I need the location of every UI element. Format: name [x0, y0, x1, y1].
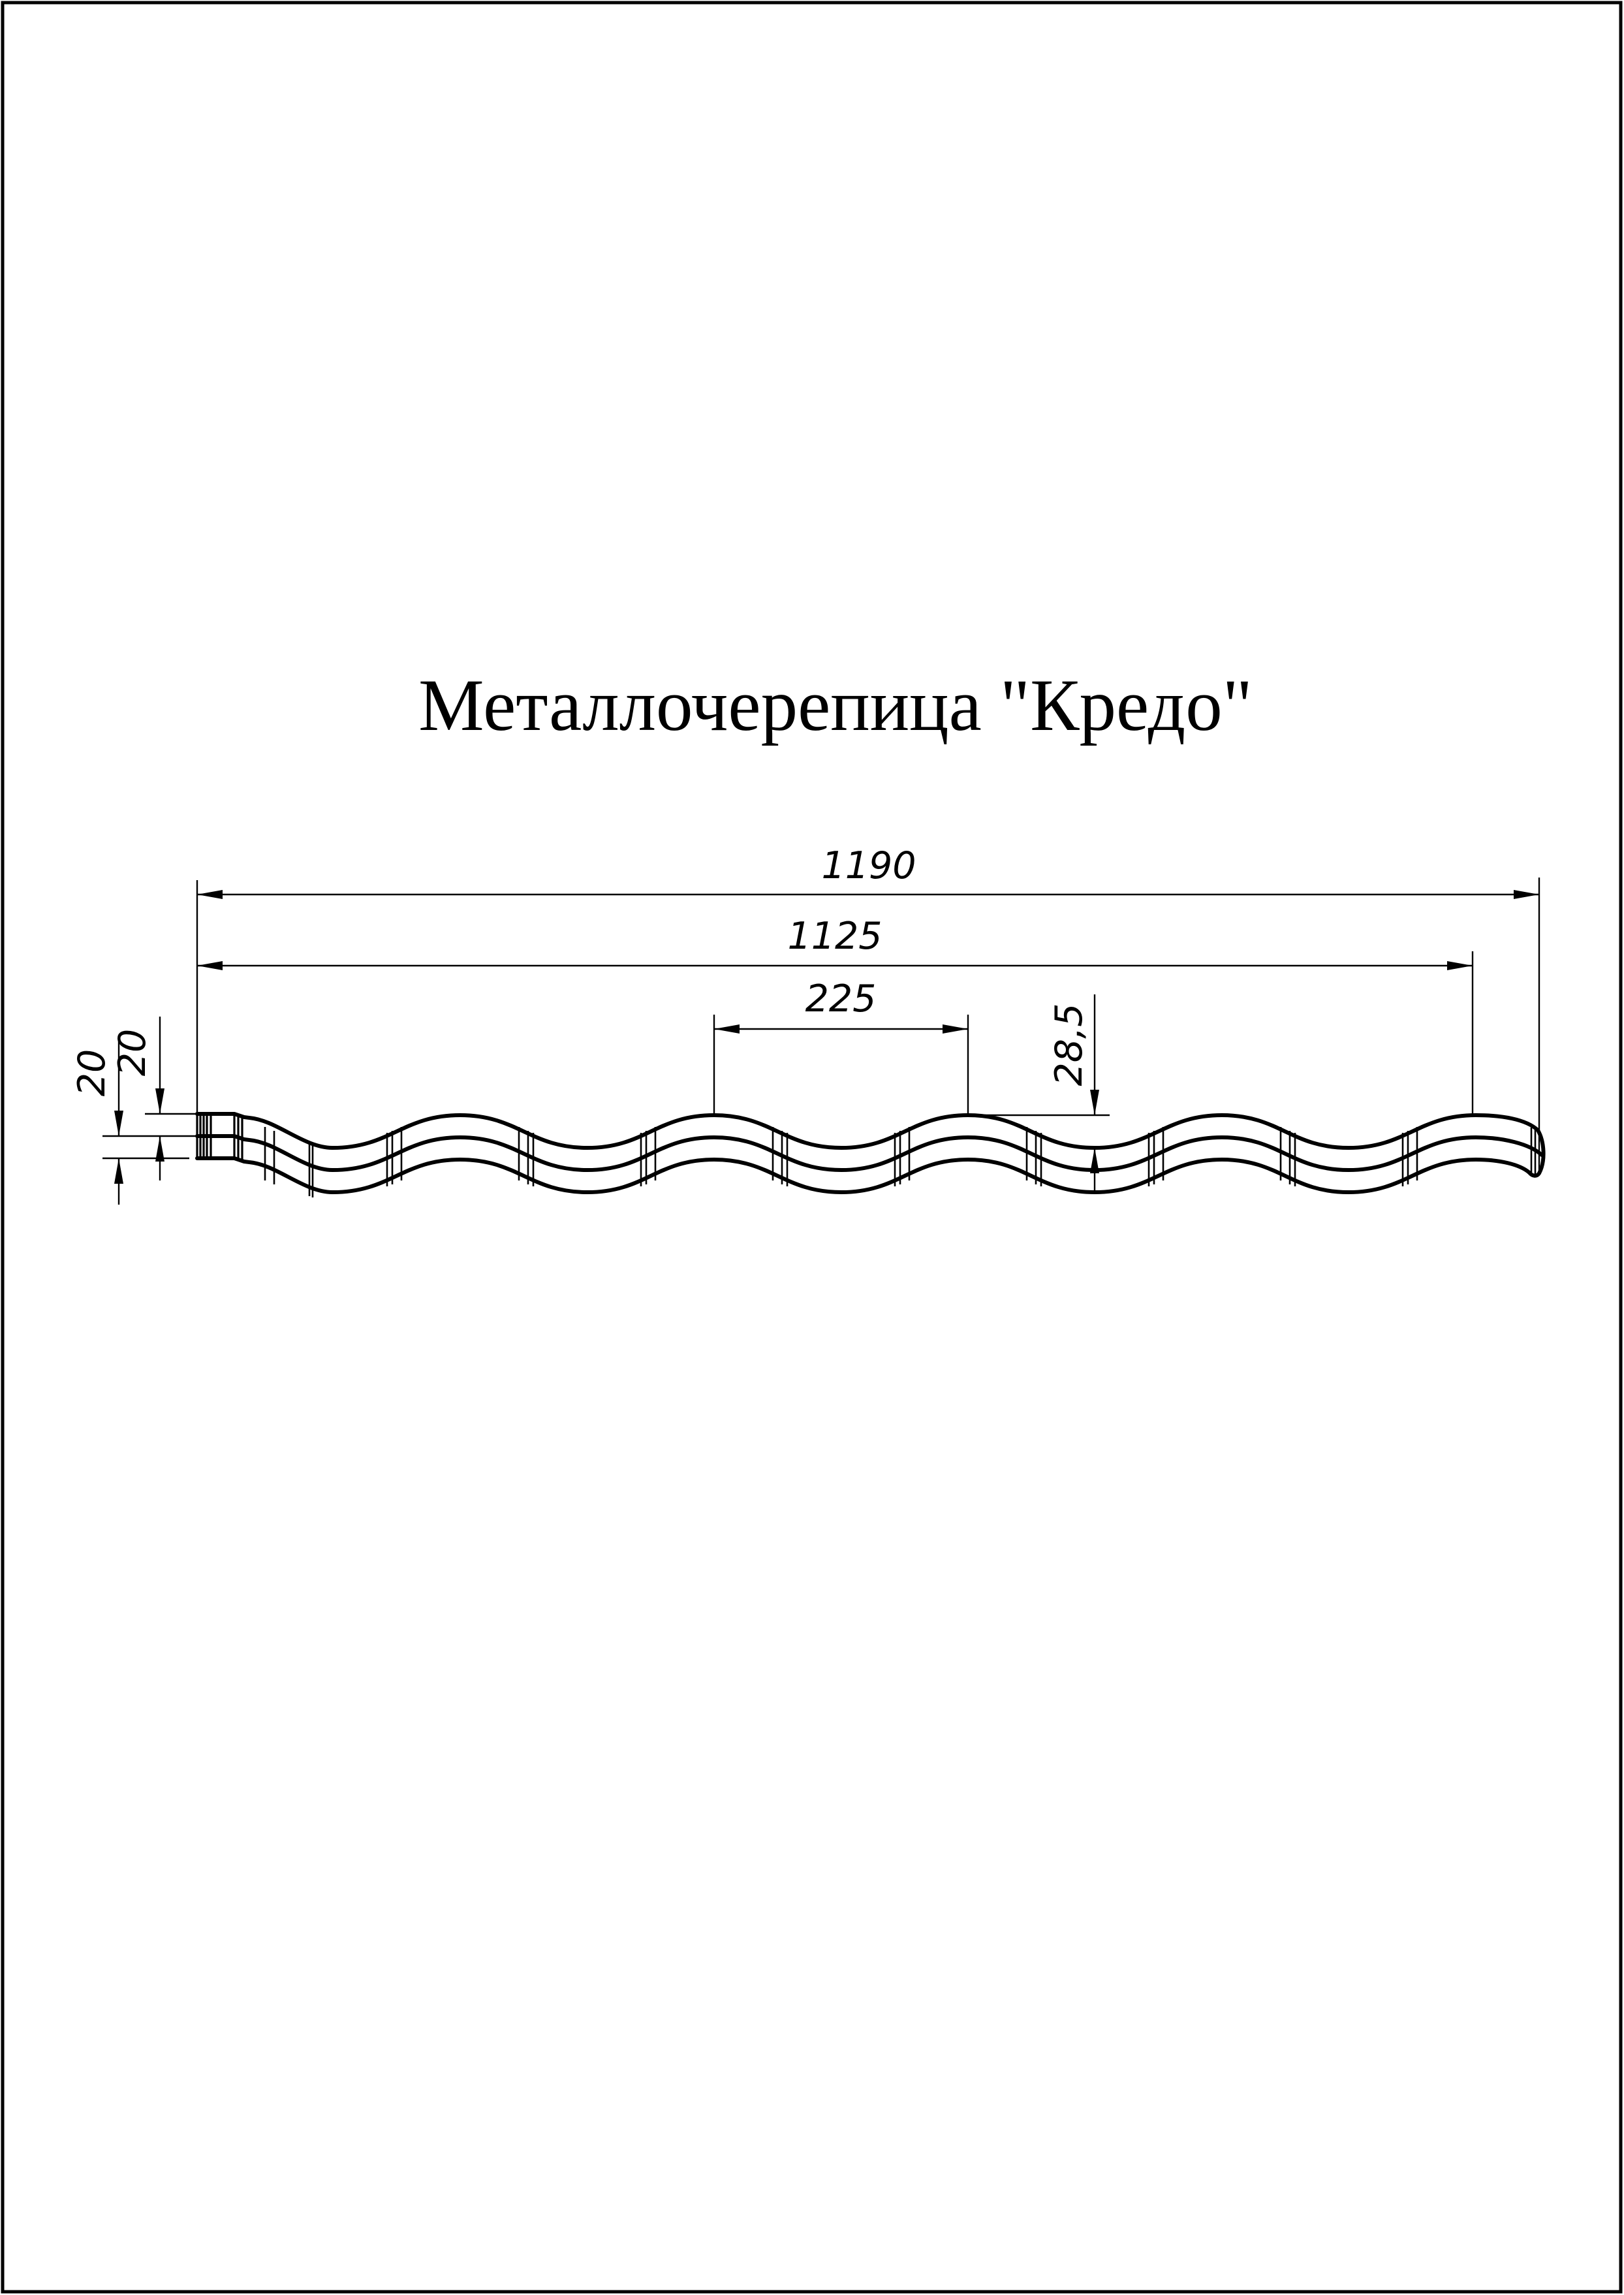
- arrowhead-down-20a: [155, 1088, 164, 1114]
- arrowhead-right-1190: [1514, 890, 1539, 899]
- profile-middle-line: [197, 1136, 1542, 1170]
- dim-label-1125: 1125: [787, 915, 882, 958]
- arrowhead-left-1125: [197, 961, 223, 970]
- arrowhead-down-20b: [114, 1111, 123, 1136]
- arrowhead-down-285: [1090, 1090, 1099, 1115]
- dim-label-225: 225: [805, 977, 877, 1021]
- profile-top-line: [197, 1114, 1538, 1148]
- arrowhead-right-1125: [1447, 961, 1473, 970]
- drawing-title: Металлочерепица "Кредо": [418, 665, 1253, 746]
- sheet-frame-border: [3, 3, 1621, 2292]
- arrowhead-right-225: [943, 1024, 968, 1034]
- arrowhead-left-1190: [197, 890, 223, 899]
- dim-label-285: 28,5: [1048, 1003, 1091, 1086]
- tile-profile-section: [197, 1114, 1544, 1197]
- arrowhead-left-225: [714, 1024, 740, 1034]
- reference-ticks-middle-bottom: [102, 1136, 204, 1158]
- dim-label-20a: 20: [111, 1028, 154, 1077]
- profile-bottom-line: [197, 1158, 1529, 1192]
- dim-label-1190: 1190: [821, 844, 916, 887]
- arrowhead-up-20b: [114, 1158, 123, 1184]
- dimension-wave-pitch: [714, 977, 968, 1114]
- dim-label-20b: 20: [70, 1049, 114, 1097]
- dimension-left-step-upper: [111, 1017, 198, 1180]
